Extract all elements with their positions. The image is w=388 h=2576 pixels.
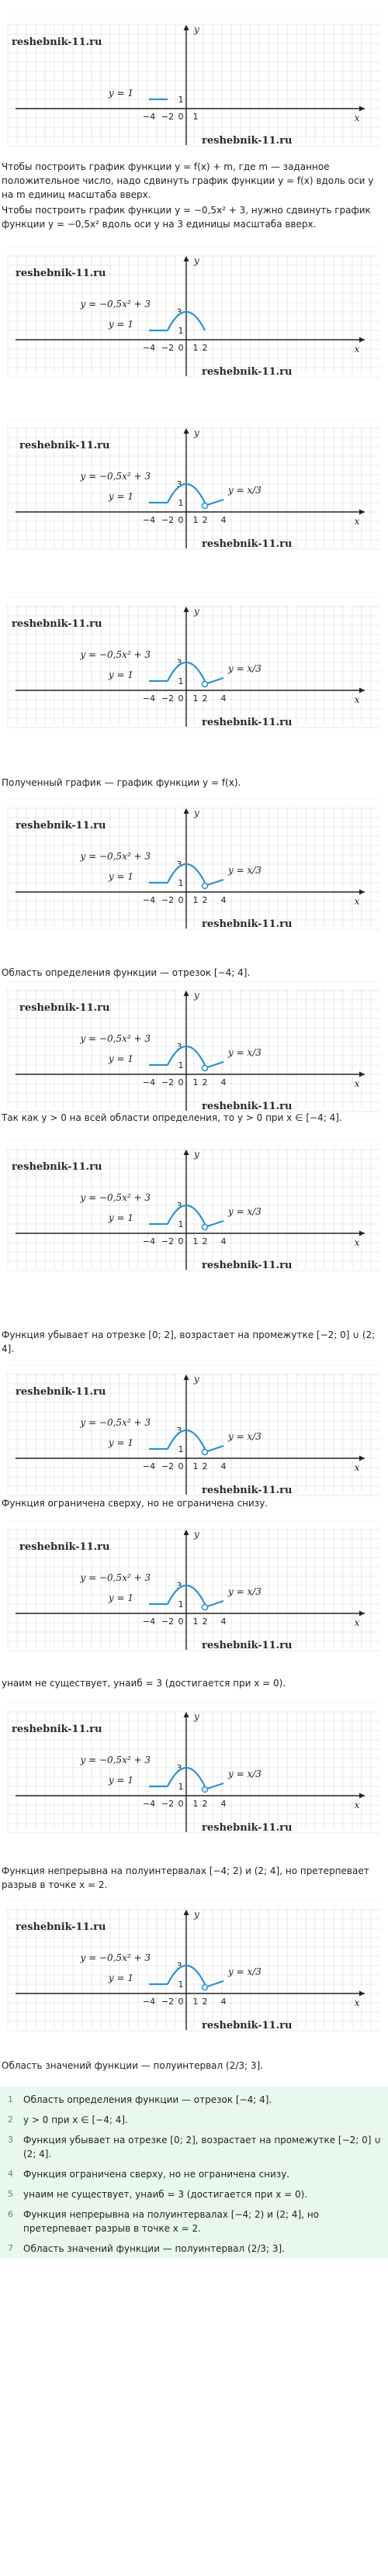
x-axis-arrow bbox=[359, 1991, 365, 1997]
label-parabola: y = −0,5x² + 3 bbox=[80, 1417, 151, 1428]
watermark-text: reshebnik-11.ru bbox=[19, 440, 110, 451]
label-parabola: y = −0,5x² + 3 bbox=[80, 1755, 151, 1765]
tick-label: −2 bbox=[161, 1461, 175, 1471]
label-parabola: y = −0,5x² + 3 bbox=[80, 471, 151, 482]
x-axis-arrow bbox=[359, 688, 365, 693]
tick-label: −2 bbox=[161, 1616, 175, 1627]
open-point bbox=[203, 1225, 208, 1230]
function-graph bbox=[0, 247, 388, 382]
tick-label: 1 bbox=[192, 1616, 199, 1627]
summary-item-text: Функция непрерывна на полуинтервалах [−4; 2) и (2; 4], но претерпевает разрыв в точке x = 2. bbox=[23, 2209, 320, 2234]
y-axis-label: y bbox=[194, 1374, 199, 1385]
grid bbox=[8, 981, 380, 1112]
grid bbox=[8, 1520, 380, 1651]
tick-label: −2 bbox=[161, 1236, 175, 1247]
x-axis-label: x bbox=[354, 1800, 360, 1810]
tick-label: 1 bbox=[192, 1236, 199, 1247]
graph-svg bbox=[0, 981, 388, 1117]
label-y-equals-1: y = 1 bbox=[108, 1775, 133, 1786]
label-parabola: y = −0,5x² + 3 bbox=[80, 1952, 151, 1963]
summary-item bbox=[0, 2110, 388, 2130]
watermark-text: reshebnik-11.ru bbox=[202, 1260, 293, 1271]
y-axis-arrow bbox=[184, 607, 189, 612]
watermark-text: reshebnik-11.ru bbox=[202, 2020, 293, 2031]
label-parabola: y = −0,5x² + 3 bbox=[80, 649, 151, 660]
tick-label: −4 bbox=[142, 515, 156, 525]
x-axis-arrow bbox=[359, 890, 365, 895]
y-axis-arrow bbox=[184, 991, 189, 996]
graph-svg bbox=[0, 597, 388, 733]
tick-label: 3 bbox=[176, 479, 182, 489]
watermark-text: reshebnik-11.ru bbox=[16, 1386, 106, 1398]
tick-label: 3 bbox=[176, 859, 182, 870]
grid bbox=[8, 1703, 380, 1833]
tick-label: −4 bbox=[142, 1616, 156, 1627]
tick-label: 3 bbox=[176, 1581, 182, 1591]
y-axis-label: y bbox=[194, 1711, 199, 1722]
summary-item-text: y > 0 при x ∈ [−4; 4]. bbox=[23, 2114, 128, 2125]
tick-label: 3 bbox=[176, 658, 182, 668]
paragraph-graph-result: Полученный график — график функции y = f(x). bbox=[2, 777, 241, 788]
label-y-equals-1: y = 1 bbox=[108, 1973, 133, 1983]
watermark-text: reshebnik-11.ru bbox=[202, 717, 293, 728]
function-graph bbox=[0, 1365, 388, 1501]
x-axis-arrow bbox=[359, 1456, 365, 1461]
function-graph bbox=[0, 597, 388, 733]
tick-label: 3 bbox=[176, 307, 182, 317]
graph-svg bbox=[0, 1365, 388, 1501]
x-axis-arrow bbox=[359, 1793, 365, 1799]
summary-item-number: 6 bbox=[8, 2209, 13, 2219]
tick-label: 1 bbox=[192, 1997, 199, 2007]
x-axis-arrow bbox=[359, 1072, 365, 1077]
y-axis-arrow bbox=[184, 1910, 189, 1915]
tick-label: 0 bbox=[178, 112, 184, 122]
open-point bbox=[203, 1605, 208, 1610]
watermark-text: reshebnik-11.ru bbox=[12, 36, 102, 48]
grid bbox=[8, 419, 380, 549]
summary-item-text: Функция убывает на отрезке [0; 2], возрастает на промежутке [−2; 0] ∪ (2; 4]. bbox=[23, 2135, 382, 2159]
x-axis-label: x bbox=[354, 1997, 360, 2008]
label-x-over-3: y = x/3 bbox=[228, 1769, 262, 1779]
summary-item-number: 2 bbox=[8, 2114, 13, 2125]
summary-item-text: Функция ограничена сверху, но не ограничена снизу. bbox=[23, 2169, 290, 2180]
tick-label: 4 bbox=[220, 1461, 227, 1471]
tick-label: 0 bbox=[178, 1236, 184, 1247]
x-axis-label: x bbox=[354, 694, 360, 705]
label-y-equals-1: y = 1 bbox=[108, 1212, 133, 1223]
grid bbox=[8, 799, 380, 929]
watermark-text: reshebnik-11.ru bbox=[12, 1161, 102, 1173]
watermark-text: reshebnik-11.ru bbox=[202, 1101, 293, 1112]
tick-label: 2 bbox=[202, 1997, 208, 2007]
summary-item-text: Область значений функции — полуинтервал (2/3; 3]. bbox=[23, 2243, 285, 2254]
watermark-text: reshebnik-11.ru bbox=[19, 1541, 110, 1553]
summary-item-number: 7 bbox=[8, 2243, 13, 2253]
function-graph bbox=[0, 419, 388, 555]
label-x-over-3: y = x/3 bbox=[228, 663, 262, 674]
x-axis-label: x bbox=[354, 1237, 360, 1248]
tick-label: −4 bbox=[142, 693, 156, 704]
tick-label: 0 bbox=[178, 895, 184, 905]
summary-item bbox=[0, 2204, 388, 2239]
graph-svg bbox=[0, 1703, 388, 1838]
open-point bbox=[203, 1066, 208, 1071]
tick-label: −2 bbox=[161, 112, 175, 122]
watermark-text: reshebnik-11.ru bbox=[19, 1002, 110, 1014]
graph-svg bbox=[0, 247, 388, 382]
label-x-over-3: y = x/3 bbox=[228, 1586, 262, 1597]
paragraph-continuity: Функция непрерывна на полуинтервалах [−4; 2) и (2; 4], но претерпевает разрыв в точке x = 2. bbox=[2, 1865, 369, 1890]
x-axis-label: x bbox=[354, 344, 360, 354]
y-axis-label: y bbox=[194, 255, 199, 266]
watermark-text: reshebnik-11.ru bbox=[202, 135, 293, 147]
y-axis-label: y bbox=[194, 1529, 199, 1540]
paragraph-positive: Так как y > 0 на всей области определения, то y > 0 при x ∈ [−4; 4]. bbox=[2, 1112, 342, 1123]
x-axis-arrow bbox=[359, 106, 365, 112]
tick-label: 0 bbox=[178, 1461, 184, 1471]
label-parabola: y = −0,5x² + 3 bbox=[80, 1572, 151, 1583]
tick-label: −2 bbox=[161, 895, 175, 905]
summary-item-number: 1 bbox=[8, 2094, 13, 2104]
watermark-text: reshebnik-11.ru bbox=[202, 1640, 293, 1651]
summary-item bbox=[0, 2130, 388, 2164]
tick-label: −4 bbox=[142, 1236, 156, 1247]
grid bbox=[8, 16, 380, 146]
label-y-equals-1: y = 1 bbox=[108, 491, 133, 502]
x-axis-label: x bbox=[354, 516, 360, 527]
x-axis-arrow bbox=[359, 1231, 365, 1236]
summary-item bbox=[0, 2090, 388, 2110]
tick-label: 1 bbox=[192, 1799, 199, 1809]
watermark-text: reshebnik-11.ru bbox=[202, 1822, 293, 1834]
function-graph bbox=[0, 1140, 388, 1276]
open-point bbox=[203, 503, 208, 509]
tick-label: 2 bbox=[202, 1461, 208, 1471]
label-parabola: y = −0,5x² + 3 bbox=[80, 1192, 151, 1203]
tick-label: 4 bbox=[220, 1997, 227, 2007]
tick-label: 1 bbox=[178, 1980, 184, 1990]
tick-label: 4 bbox=[220, 1236, 227, 1247]
paragraph-range: Область значений функции — полуинтервал (2/3; 3]. bbox=[2, 2060, 263, 2071]
function-graph bbox=[0, 16, 388, 151]
y-axis-arrow bbox=[184, 25, 189, 30]
function-graph bbox=[0, 981, 388, 1117]
tick-label: 2 bbox=[202, 515, 208, 525]
tick-label: 1 bbox=[192, 1461, 199, 1471]
tick-label: 0 bbox=[178, 1799, 184, 1809]
y-axis-label: y bbox=[194, 1149, 199, 1160]
tick-label: 2 bbox=[202, 895, 208, 905]
tick-label: −4 bbox=[142, 1077, 156, 1087]
label-x-over-3: y = x/3 bbox=[228, 1047, 262, 1058]
label-y-equals-1: y = 1 bbox=[108, 319, 133, 330]
tick-label: 1 bbox=[178, 498, 184, 508]
summary-item-text: yнаим не существует, yнаиб = 3 (достигается при x = 0). bbox=[23, 2189, 308, 2200]
tick-label: 4 bbox=[220, 1799, 227, 1809]
y-axis-arrow bbox=[184, 1712, 189, 1717]
x-axis-label: x bbox=[354, 1462, 360, 1473]
tick-label: 4 bbox=[220, 895, 227, 905]
open-point bbox=[203, 682, 208, 687]
y-axis-label: y bbox=[194, 1909, 199, 1920]
watermark-text: reshebnik-11.ru bbox=[16, 1921, 106, 1933]
tick-label: 0 bbox=[178, 693, 184, 704]
tick-label: 2 bbox=[202, 693, 208, 704]
x-axis-label: x bbox=[354, 1078, 360, 1089]
summary-item bbox=[0, 2239, 388, 2259]
tick-label: 4 bbox=[220, 1616, 227, 1627]
x-axis-label: x bbox=[354, 1617, 360, 1628]
label-x-over-3: y = x/3 bbox=[228, 1431, 262, 1442]
tick-label: 1 bbox=[192, 112, 199, 122]
watermark-text: reshebnik-11.ru bbox=[202, 918, 293, 930]
tick-label: 2 bbox=[202, 1236, 208, 1247]
tick-label: 1 bbox=[192, 515, 199, 525]
label-parabola: y = −0,5x² + 3 bbox=[80, 851, 151, 862]
tick-label: −2 bbox=[161, 515, 175, 525]
watermark-text: reshebnik-11.ru bbox=[202, 1485, 293, 1496]
x-axis-arrow bbox=[359, 337, 365, 343]
tick-label: 0 bbox=[178, 1616, 184, 1627]
watermark-text: reshebnik-11.ru bbox=[16, 268, 106, 279]
open-point bbox=[203, 1450, 208, 1455]
paragraph-extrema: yнаим не существует, yнаиб = 3 (достигается при x = 0). bbox=[2, 1678, 286, 1689]
graph-svg bbox=[0, 1520, 388, 1656]
tick-label: 3 bbox=[176, 1426, 182, 1436]
function-graph bbox=[0, 1900, 388, 2036]
paragraph-bounded: Функция ограничена сверху, но не ограничена снизу. bbox=[2, 1498, 268, 1509]
y-axis-label: y bbox=[194, 990, 199, 1001]
watermark-text: reshebnik-11.ru bbox=[202, 538, 293, 550]
summary-list bbox=[0, 2087, 388, 2259]
label-x-over-3: y = x/3 bbox=[228, 1966, 262, 1977]
label-y-equals-1: y = 1 bbox=[108, 669, 133, 680]
y-axis-label: y bbox=[194, 606, 199, 617]
tick-label: 4 bbox=[220, 693, 227, 704]
open-point bbox=[203, 1985, 208, 1990]
label-y-equals-1: y = 1 bbox=[108, 1592, 133, 1603]
watermark-text: reshebnik-11.ru bbox=[202, 366, 293, 378]
tick-label: −4 bbox=[142, 895, 156, 905]
paragraph-shift-parabola: Чтобы построить график функции y = −0,5x² + 3, нужно сдвинуть график функции y = −0,5x² вдоль оси y на 3 единицы масштаба вверх. bbox=[2, 205, 371, 230]
tick-label: 1 bbox=[178, 1060, 184, 1070]
label-parabola: y = −0,5x² + 3 bbox=[80, 299, 151, 309]
tick-label: 1 bbox=[178, 1444, 184, 1454]
watermark-text: reshebnik-11.ru bbox=[12, 1724, 102, 1735]
tick-label: 0 bbox=[178, 343, 184, 353]
watermark-text: reshebnik-11.ru bbox=[12, 618, 102, 630]
tick-label: 1 bbox=[192, 1077, 199, 1087]
tick-label: 3 bbox=[176, 1042, 182, 1052]
tick-label: −2 bbox=[161, 1997, 175, 2007]
tick-label: −2 bbox=[161, 1077, 175, 1087]
tick-label: 4 bbox=[220, 1077, 227, 1087]
function-graph bbox=[0, 1520, 388, 1656]
tick-label: 1 bbox=[192, 895, 199, 905]
x-axis-label: x bbox=[354, 896, 360, 907]
grid bbox=[8, 1900, 380, 2031]
tick-label: 0 bbox=[178, 515, 184, 525]
label-x-over-3: y = x/3 bbox=[228, 1206, 262, 1217]
tick-label: 1 bbox=[192, 693, 199, 704]
tick-label: −4 bbox=[142, 1799, 156, 1809]
tick-label: −4 bbox=[142, 1997, 156, 2007]
x-axis-arrow bbox=[359, 510, 365, 515]
tick-label: 1 bbox=[178, 1219, 184, 1229]
y-axis-label: y bbox=[194, 427, 199, 438]
tick-label: 3 bbox=[176, 1763, 182, 1773]
tick-label: −4 bbox=[142, 1461, 156, 1471]
function-graph bbox=[0, 1703, 388, 1838]
tick-label: 1 bbox=[178, 878, 184, 888]
y-axis-label: y bbox=[194, 807, 199, 818]
graph-svg bbox=[0, 1900, 388, 2036]
open-point bbox=[203, 1787, 208, 1793]
tick-label: 1 bbox=[178, 676, 184, 686]
tick-label: −4 bbox=[142, 343, 156, 353]
graph-svg bbox=[0, 419, 388, 555]
tick-label: 1 bbox=[192, 343, 199, 353]
tick-label: 0 bbox=[178, 1077, 184, 1087]
tick-label: 3 bbox=[176, 1961, 182, 1971]
y-axis-arrow bbox=[184, 1150, 189, 1155]
tick-label: 1 bbox=[178, 95, 184, 105]
label-y-equals-1: y = 1 bbox=[108, 1053, 133, 1064]
tick-label: 1 bbox=[178, 326, 184, 336]
y-axis-arrow bbox=[184, 256, 189, 261]
summary-item bbox=[0, 2184, 388, 2204]
y-axis-arrow bbox=[184, 808, 189, 814]
tick-label: −2 bbox=[161, 343, 175, 353]
y-axis-arrow bbox=[184, 428, 189, 434]
summary-item-number: 4 bbox=[8, 2169, 13, 2179]
tick-label: 2 bbox=[202, 1799, 208, 1809]
tick-label: 1 bbox=[178, 1782, 184, 1792]
tick-label: 1 bbox=[178, 1599, 184, 1610]
x-axis-arrow bbox=[359, 1611, 365, 1616]
paragraph-monotonic: Функция убывает на отрезке [0; 2], возрастает на промежутке [−2; 0] ∪ (2; 4]. bbox=[2, 1329, 376, 1354]
label-x-over-3: y = x/3 bbox=[228, 485, 262, 496]
paragraph-domain: Область определения функции — отрезок [−4; 4]. bbox=[2, 967, 251, 978]
x-axis-label: x bbox=[354, 112, 360, 123]
label-y-equals-1: y = 1 bbox=[108, 88, 133, 99]
tick-label: 2 bbox=[202, 343, 208, 353]
tick-label: 3 bbox=[176, 1201, 182, 1211]
tick-label: 0 bbox=[178, 1997, 184, 2007]
label-y-equals-1: y = 1 bbox=[108, 871, 133, 882]
grid bbox=[8, 597, 380, 728]
label-parabola: y = −0,5x² + 3 bbox=[80, 1033, 151, 1044]
summary-item-number: 3 bbox=[8, 2135, 13, 2145]
graph-svg bbox=[0, 1140, 388, 1276]
tick-label: 2 bbox=[202, 1077, 208, 1087]
tick-label: −2 bbox=[161, 693, 175, 704]
tick-label: 4 bbox=[220, 515, 227, 525]
graph-svg bbox=[0, 16, 388, 151]
watermark-text: reshebnik-11.ru bbox=[16, 820, 106, 832]
grid bbox=[8, 247, 380, 377]
graph-svg bbox=[0, 799, 388, 935]
summary-item-number: 5 bbox=[8, 2189, 13, 2199]
grid bbox=[8, 1140, 380, 1271]
open-point bbox=[203, 883, 208, 889]
tick-label: −2 bbox=[161, 1799, 175, 1809]
y-axis-arrow bbox=[184, 1530, 189, 1535]
tick-label: 2 bbox=[202, 1616, 208, 1627]
y-axis-arrow bbox=[184, 1374, 189, 1380]
y-axis-label: y bbox=[194, 24, 199, 35]
grid bbox=[8, 1365, 380, 1495]
label-x-over-3: y = x/3 bbox=[228, 865, 262, 876]
summary-item bbox=[0, 2164, 388, 2184]
label-y-equals-1: y = 1 bbox=[108, 1437, 133, 1448]
paragraph-shift-rule: Чтобы построить график функции y = f(x) + m, где m — заданное положительное число, надо сдвинуть график функции y = f(x) вдоль оси y на m единиц масштаба вверх. bbox=[2, 161, 374, 200]
summary-item-text: Область определения функции — отрезок [−4; 4]. bbox=[23, 2094, 272, 2105]
tick-label: −4 bbox=[142, 112, 156, 122]
function-graph bbox=[0, 799, 388, 935]
